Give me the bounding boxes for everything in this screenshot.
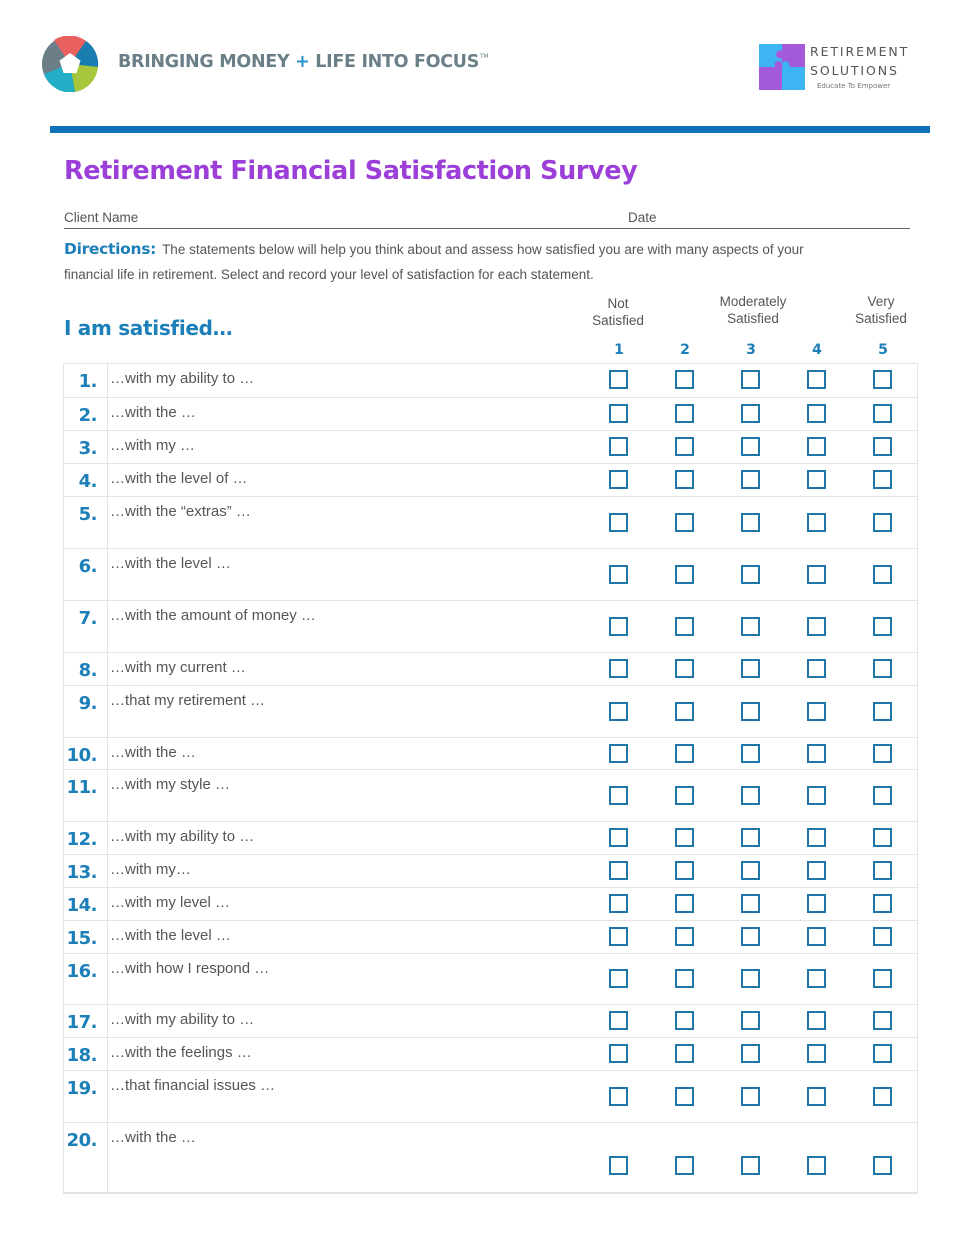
statement-number: 16. — [64, 954, 108, 1004]
directions — [64, 237, 854, 287]
rating-checkbox-5[interactable] — [873, 828, 892, 847]
statement-number: 6. — [64, 549, 108, 600]
client-info-line[interactable] — [64, 210, 910, 229]
survey-row — [64, 1070, 917, 1122]
statement-number: 3. — [64, 431, 108, 463]
rating-checkbox-1[interactable] — [609, 927, 628, 946]
statement-text: …with the amount of money … — [110, 607, 316, 624]
survey-row — [64, 600, 917, 652]
rating-checkbox-3[interactable] — [741, 969, 760, 988]
statement-text: …with my … — [110, 437, 196, 454]
survey-row — [64, 1004, 917, 1037]
statement-number: 14. — [64, 888, 108, 920]
rating-checkbox-1[interactable] — [609, 969, 628, 988]
brand-tagline: BRINGING MONEY + LIFE INTO FOCUS™ — [118, 52, 489, 72]
rating-checkbox-5[interactable] — [873, 894, 892, 913]
rating-checkbox-2[interactable] — [675, 702, 694, 721]
scale-label-mid: Moderately Satisfied — [719, 294, 787, 326]
rating-checkbox-2[interactable] — [675, 786, 694, 805]
rating-checkbox-5[interactable] — [873, 1156, 892, 1175]
rating-checkbox-4[interactable] — [807, 927, 826, 946]
statement-number: 13. — [64, 855, 108, 887]
rating-checkbox-2[interactable] — [675, 1011, 694, 1030]
statement-number: 4. — [64, 464, 108, 496]
rating-checkbox-4[interactable] — [807, 513, 826, 532]
statement-text: …with the “extras” … — [110, 503, 251, 520]
aperture-logo-icon — [42, 36, 98, 92]
rating-checkbox-1[interactable] — [609, 437, 628, 456]
statement-text: …with my current … — [110, 659, 246, 676]
survey-row — [64, 1122, 917, 1192]
rating-checkbox-5[interactable] — [873, 617, 892, 636]
rating-checkbox-5[interactable] — [873, 1011, 892, 1030]
rating-checkbox-1[interactable] — [609, 894, 628, 913]
rating-checkbox-5[interactable] — [873, 861, 892, 880]
rating-checkbox-1[interactable] — [609, 702, 628, 721]
header-divider — [50, 126, 930, 133]
statement-number: 11. — [64, 770, 108, 821]
rating-checkbox-3[interactable] — [741, 470, 760, 489]
rating-checkbox-4[interactable] — [807, 659, 826, 678]
rating-checkbox-3[interactable] — [741, 861, 760, 880]
rating-checkbox-1[interactable] — [609, 786, 628, 805]
rating-checkbox-4[interactable] — [807, 1011, 826, 1030]
statement-text: …with my ability to … — [110, 828, 255, 845]
rating-checkbox-4[interactable] — [807, 404, 826, 423]
rating-checkbox-4[interactable] — [807, 370, 826, 389]
rating-checkbox-5[interactable] — [873, 513, 892, 532]
statement-number: 7. — [64, 601, 108, 652]
survey-row — [64, 1037, 917, 1070]
rating-checkbox-2[interactable] — [675, 470, 694, 489]
scale-number-5: 5 — [878, 342, 888, 358]
statement-number: 5. — [64, 497, 108, 548]
rating-checkbox-2[interactable] — [675, 969, 694, 988]
survey-row — [64, 953, 917, 1004]
survey-row — [64, 496, 917, 548]
rating-checkbox-1[interactable] — [609, 1011, 628, 1030]
rating-checkbox-3[interactable] — [741, 370, 760, 389]
survey-row — [64, 685, 917, 737]
rating-checkbox-2[interactable] — [675, 565, 694, 584]
rating-checkbox-2[interactable] — [675, 744, 694, 763]
rating-checkbox-5[interactable] — [873, 565, 892, 584]
directions-text: The statements below will help you think about and assess how satisfied you are with many aspects of your financial life in retirement. Select and record your level of satisfaction for each statement. — [64, 242, 804, 282]
rating-checkbox-5[interactable] — [873, 1087, 892, 1106]
client-name-label: Client Name — [64, 210, 139, 225]
survey-row — [64, 821, 917, 854]
rating-checkbox-5[interactable] — [873, 404, 892, 423]
statement-number: 18. — [64, 1038, 108, 1070]
rating-checkbox-4[interactable] — [807, 861, 826, 880]
rating-checkbox-4[interactable] — [807, 894, 826, 913]
rating-checkbox-3[interactable] — [741, 659, 760, 678]
rating-checkbox-5[interactable] — [873, 702, 892, 721]
rating-checkbox-3[interactable] — [741, 1044, 760, 1063]
rating-checkbox-3[interactable] — [741, 828, 760, 847]
statement-number: 2. — [64, 398, 108, 430]
rating-checkbox-4[interactable] — [807, 470, 826, 489]
rating-checkbox-2[interactable] — [675, 404, 694, 423]
rating-checkbox-4[interactable] — [807, 744, 826, 763]
rating-checkbox-1[interactable] — [609, 404, 628, 423]
survey-row — [64, 430, 917, 463]
rating-checkbox-1[interactable] — [609, 1156, 628, 1175]
statement-number: 1. — [64, 364, 108, 397]
rating-checkbox-2[interactable] — [675, 894, 694, 913]
rating-checkbox-3[interactable] — [741, 513, 760, 532]
scale-number-4: 4 — [812, 342, 822, 358]
scale-number-2: 2 — [680, 342, 690, 358]
statement-text: …with the level of … — [110, 470, 248, 487]
statement-text: …with my style … — [110, 776, 231, 793]
rating-checkbox-3[interactable] — [741, 1011, 760, 1030]
survey-row — [64, 463, 917, 496]
section-heading: I am satisfied… — [64, 316, 233, 340]
rating-checkbox-2[interactable] — [675, 370, 694, 389]
survey-table — [63, 363, 918, 1194]
statement-text: …with my… — [110, 861, 191, 878]
statement-text: …with how I respond … — [110, 960, 270, 977]
statement-text: …that my retirement … — [110, 692, 266, 709]
survey-row — [64, 887, 917, 920]
rating-checkbox-4[interactable] — [807, 1156, 826, 1175]
rating-checkbox-4[interactable] — [807, 786, 826, 805]
survey-row — [64, 769, 917, 821]
rating-checkbox-4[interactable] — [807, 1087, 826, 1106]
rating-checkbox-2[interactable] — [675, 659, 694, 678]
statement-text: …with the … — [110, 744, 196, 761]
rating-checkbox-3[interactable] — [741, 617, 760, 636]
rating-checkbox-5[interactable] — [873, 437, 892, 456]
rating-checkbox-4[interactable] — [807, 1044, 826, 1063]
statement-number: 9. — [64, 686, 108, 737]
scale-label-high: Very Satisfied — [855, 294, 907, 326]
rating-checkbox-1[interactable] — [609, 1087, 628, 1106]
survey-row — [64, 548, 917, 600]
statement-text: …with my level … — [110, 894, 231, 911]
rating-checkbox-1[interactable] — [609, 565, 628, 584]
puzzle-logo-icon — [759, 44, 805, 90]
rating-checkbox-4[interactable] — [807, 565, 826, 584]
date-label: Date — [628, 210, 657, 225]
page-title: Retirement Financial Satisfaction Survey — [64, 156, 638, 186]
rating-checkbox-1[interactable] — [609, 470, 628, 489]
scale-label-low: Not Satisfied — [592, 296, 644, 328]
survey-row — [64, 854, 917, 887]
statement-text: …with the level … — [110, 555, 231, 572]
statement-number: 17. — [64, 1005, 108, 1037]
rating-checkbox-1[interactable] — [609, 1044, 628, 1063]
survey-row — [64, 364, 917, 397]
statement-text: …with my ability to … — [110, 1011, 255, 1028]
rating-checkbox-3[interactable] — [741, 702, 760, 721]
statement-text: …with the level … — [110, 927, 231, 944]
rating-checkbox-3[interactable] — [741, 927, 760, 946]
rating-checkbox-3[interactable] — [741, 894, 760, 913]
statement-number: 19. — [64, 1071, 108, 1122]
rating-checkbox-3[interactable] — [741, 437, 760, 456]
rating-checkbox-2[interactable] — [675, 513, 694, 532]
rating-checkbox-2[interactable] — [675, 828, 694, 847]
statement-number: 10. — [64, 738, 108, 769]
survey-row — [64, 737, 917, 769]
rating-checkbox-4[interactable] — [807, 969, 826, 988]
rating-checkbox-2[interactable] — [675, 861, 694, 880]
rating-checkbox-5[interactable] — [873, 969, 892, 988]
rating-checkbox-5[interactable] — [873, 1044, 892, 1063]
rating-checkbox-5[interactable] — [873, 470, 892, 489]
rating-checkbox-4[interactable] — [807, 437, 826, 456]
rating-checkbox-2[interactable] — [675, 1087, 694, 1106]
statement-number: 8. — [64, 653, 108, 685]
rating-checkbox-4[interactable] — [807, 828, 826, 847]
rating-checkbox-3[interactable] — [741, 744, 760, 763]
rating-checkbox-5[interactable] — [873, 744, 892, 763]
rating-checkbox-1[interactable] — [609, 513, 628, 532]
scale-number-3: 3 — [746, 342, 756, 358]
directions-label: Directions: — [64, 240, 157, 258]
rating-checkbox-1[interactable] — [609, 617, 628, 636]
rating-checkbox-2[interactable] — [675, 1044, 694, 1063]
scale-number-1: 1 — [614, 342, 624, 358]
rating-checkbox-1[interactable] — [609, 861, 628, 880]
rating-checkbox-1[interactable] — [609, 659, 628, 678]
statement-text: …with the … — [110, 1129, 196, 1146]
statement-number: 20. — [64, 1123, 108, 1192]
survey-row — [64, 652, 917, 685]
rating-checkbox-1[interactable] — [609, 828, 628, 847]
statement-text: …that financial issues … — [110, 1077, 276, 1094]
rating-checkbox-5[interactable] — [873, 927, 892, 946]
statement-number: 15. — [64, 921, 108, 953]
partner-logo-text: RETIREMENT SOLUTIONS Educate To Empower — [810, 44, 910, 90]
rating-checkbox-1[interactable] — [609, 744, 628, 763]
statement-text: …with my ability to … — [110, 370, 255, 387]
rating-checkbox-2[interactable] — [675, 927, 694, 946]
rating-checkbox-3[interactable] — [741, 404, 760, 423]
rating-checkbox-5[interactable] — [873, 370, 892, 389]
rating-checkbox-3[interactable] — [741, 786, 760, 805]
rating-checkbox-3[interactable] — [741, 565, 760, 584]
survey-row — [64, 920, 917, 953]
rating-checkbox-3[interactable] — [741, 1156, 760, 1175]
rating-checkbox-5[interactable] — [873, 786, 892, 805]
statement-number: 12. — [64, 822, 108, 854]
rating-checkbox-3[interactable] — [741, 1087, 760, 1106]
statement-text: …with the feelings … — [110, 1044, 252, 1061]
rating-checkbox-2[interactable] — [675, 1156, 694, 1175]
rating-checkbox-2[interactable] — [675, 617, 694, 636]
rating-checkbox-1[interactable] — [609, 370, 628, 389]
rating-checkbox-4[interactable] — [807, 702, 826, 721]
rating-checkbox-2[interactable] — [675, 437, 694, 456]
rating-checkbox-5[interactable] — [873, 659, 892, 678]
statement-text: …with the … — [110, 404, 196, 421]
survey-row — [64, 397, 917, 430]
rating-checkbox-4[interactable] — [807, 617, 826, 636]
